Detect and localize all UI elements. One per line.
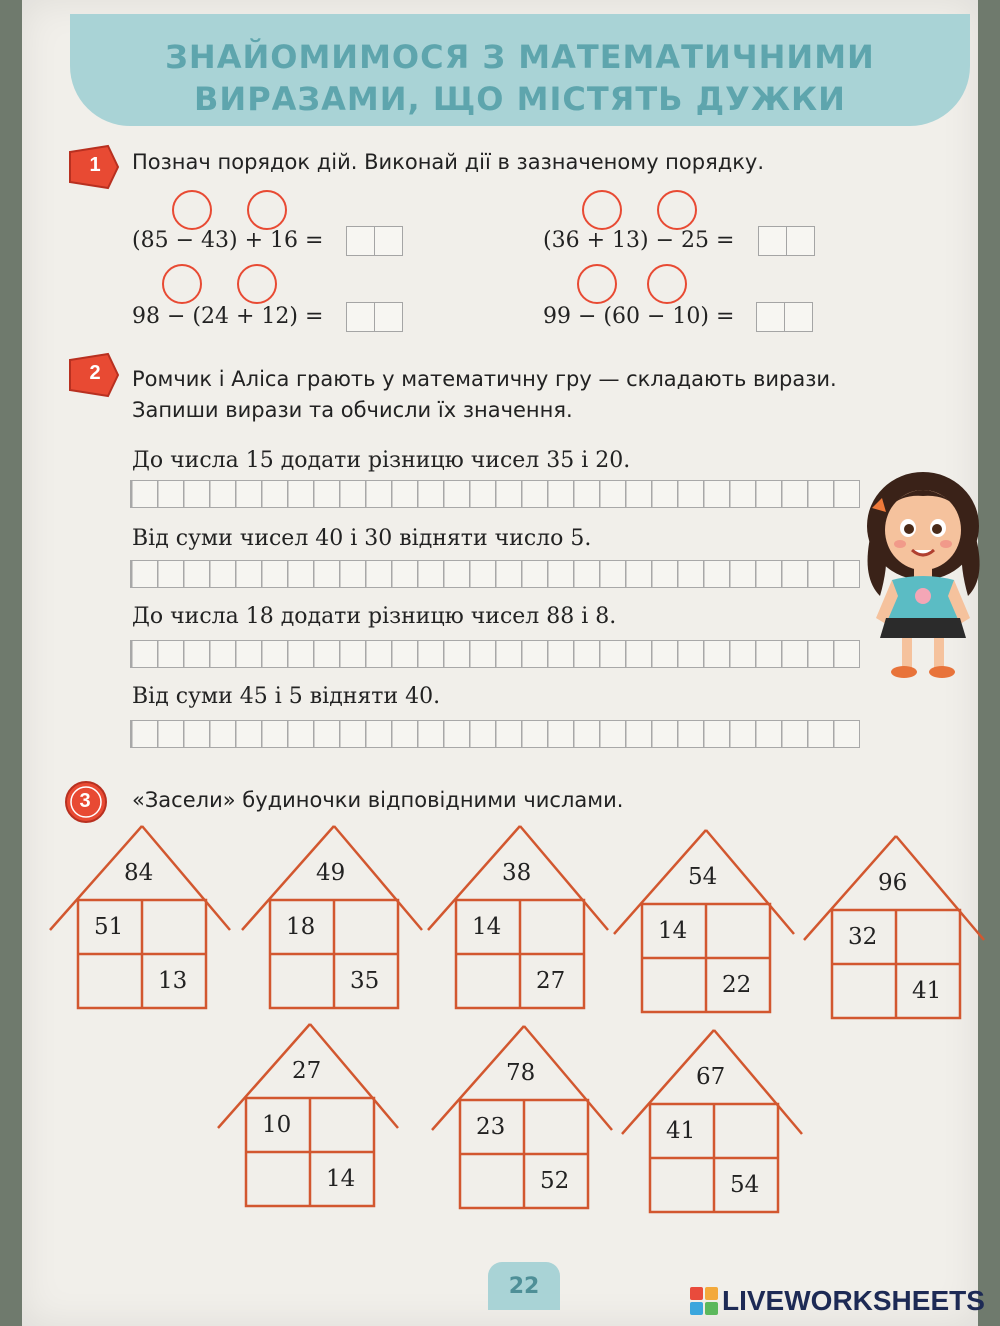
number-house [622,1030,802,1214]
task-3-instruction: «Засели» будиночки відповідними числами. [132,788,624,812]
house-bottom-right-number: 14 [326,1166,356,1192]
house-bottom-right-number: 35 [350,968,380,994]
house-empty-cell-bottom-left[interactable] [652,1160,712,1210]
number-house [614,830,794,1014]
task-2-badge [68,352,110,394]
house-empty-cell-bottom-left[interactable] [248,1154,308,1204]
order-circle-3b[interactable] [237,264,277,304]
house-empty-cell-top-right[interactable] [522,902,582,952]
house-roof-number: 38 [502,860,532,886]
answer-box-2[interactable] [758,226,815,256]
house-bottom-right-number: 22 [722,972,752,998]
task-1-badge [68,144,110,186]
page-title-line-2: ВИРАЗАМИ, ЩО МІСТЯТЬ ДУЖКИ [194,80,846,118]
order-circle-3a[interactable] [162,264,202,304]
order-circle-2a[interactable] [582,190,622,230]
number-house [242,826,422,1010]
girl-illustration [858,468,988,680]
answer-box-4[interactable] [756,302,813,332]
answer-grid-1[interactable] [130,480,860,508]
house-empty-cell-bottom-left[interactable] [644,960,704,1010]
house-bottom-right-number: 41 [912,978,942,1004]
house-top-left-number: 41 [666,1118,696,1144]
task-3-badge [64,780,106,822]
expression-2: (36 + 13) − 25 = [543,228,735,253]
house-bottom-right-number: 54 [730,1172,760,1198]
house-roof-number: 27 [292,1058,322,1084]
house-empty-cell-bottom-left[interactable] [80,956,140,1006]
order-circle-4a[interactable] [577,264,617,304]
house-empty-cell-top-right[interactable] [708,906,768,956]
page-number: 22 [488,1262,560,1310]
expression-4: 99 − (60 − 10) = [543,304,735,329]
house-top-left-number: 14 [658,918,688,944]
prompt-3: До числа 18 додати різницю чисел 88 і 8. [132,604,617,629]
house-empty-cell-top-right[interactable] [526,1102,586,1152]
house-roof-number: 49 [316,860,346,886]
house-empty-cell-bottom-left[interactable] [458,956,518,1006]
house-empty-cell-top-right[interactable] [336,902,396,952]
house-top-left-number: 51 [94,914,124,940]
task-2-instruction-line-1: Ромчик і Аліса грають у математичну гру — складають вирази. [132,367,837,391]
house-top-left-number: 32 [848,924,878,950]
house-empty-cell-top-right[interactable] [716,1106,776,1156]
liveworksheets-watermark [690,1284,985,1318]
number-house [218,1024,398,1208]
task-2-instruction-line-2: Запиши вирази та обчисли їх значення. [132,398,573,422]
number-house [428,826,608,1010]
number-house [804,836,984,1020]
order-circle-1a[interactable] [172,190,212,230]
house-top-left-number: 14 [472,914,502,940]
prompt-1: До числа 15 додати різницю чисел 35 і 20. [132,448,631,473]
house-bottom-right-number: 52 [540,1168,570,1194]
order-circle-1b[interactable] [247,190,287,230]
order-circle-2b[interactable] [657,190,697,230]
task-1-instruction: Познач порядок дій. Виконай дії в зазначеному порядку. [132,150,765,174]
house-roof-number: 84 [124,860,154,886]
house-empty-cell-bottom-left[interactable] [462,1156,522,1206]
answer-box-1[interactable] [346,226,403,256]
liveworksheets-logo-icon [690,1287,718,1315]
house-empty-cell-bottom-left[interactable] [834,966,894,1016]
answer-grid-3[interactable] [130,640,860,668]
house-roof-number: 67 [696,1064,726,1090]
house-bottom-right-number: 13 [158,968,188,994]
house-empty-cell-top-right[interactable] [898,912,958,962]
house-top-left-number: 23 [476,1114,506,1140]
answer-box-3[interactable] [346,302,403,332]
house-top-left-number: 10 [262,1112,292,1138]
answer-grid-2[interactable] [130,560,860,588]
house-roof-number: 78 [506,1060,536,1086]
number-house [50,826,230,1010]
task-1-number: 1 [89,153,101,176]
watermark-text: LIVEWORKSHEETS [722,1285,985,1316]
house-top-left-number: 18 [286,914,316,940]
house-empty-cell-top-right[interactable] [144,902,204,952]
house-roof-number: 54 [688,864,718,890]
house-roof-number: 96 [878,870,908,896]
answer-grid-4[interactable] [130,720,860,748]
house-empty-cell-top-right[interactable] [312,1100,372,1150]
expression-1: (85 − 43) + 16 = [132,228,324,253]
house-empty-cell-bottom-left[interactable] [272,956,332,1006]
expression-3: 98 − (24 + 12) = [132,304,324,329]
prompt-4: Від суми 45 і 5 відняти 40. [132,684,441,709]
task-2-number: 2 [89,361,101,384]
page-title-line-1: ЗНАЙОМИМОСЯ З МАТЕМАТИЧНИМИ [165,38,875,76]
prompt-2: Від суми чисел 40 і 30 відняти число 5. [132,526,592,551]
number-house [432,1026,612,1210]
house-bottom-right-number: 27 [536,968,566,994]
order-circle-4b[interactable] [647,264,687,304]
task-3-number: 3 [79,789,91,812]
